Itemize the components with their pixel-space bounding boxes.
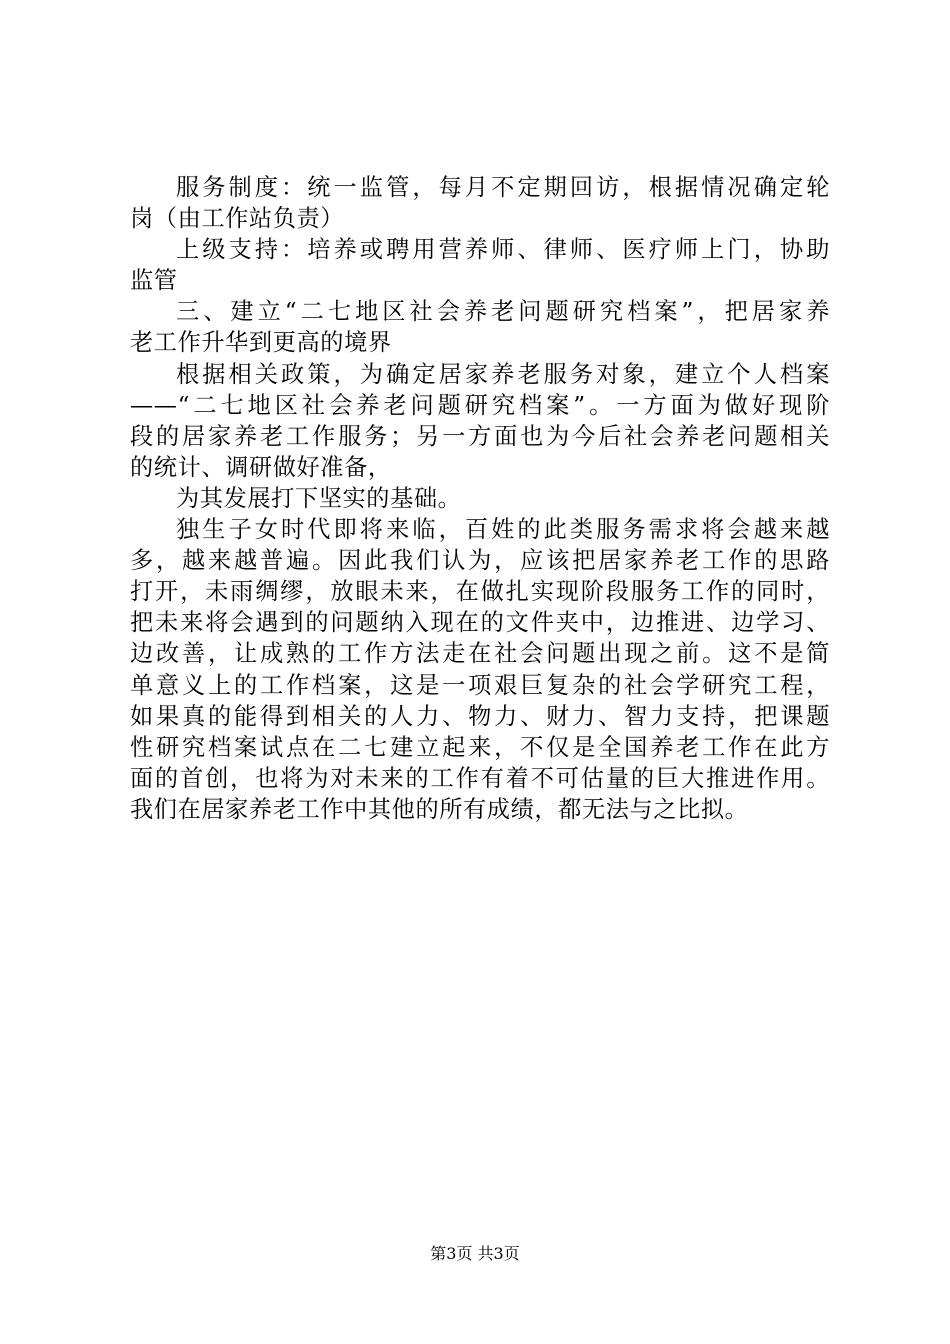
text-line: 根据相关政策，为确定居家养老服务对象，建立个人档案: [176, 360, 830, 388]
text-line: 打开，未雨绸缪，放眼未来，在做扎实现阶段服务工作的同时，: [130, 578, 830, 606]
text-line: ——“二七地区社会养老问题研究档案”。一方面为做好现阶: [130, 391, 830, 419]
text-line: 如果真的能得到相关的人力、物力、财力、智力支持，把课题: [130, 702, 830, 730]
text-line: 上级支持：培养或聘用营养师、律师、医疗师上门，协助: [176, 236, 830, 264]
text-line: 单意义上的工作档案，这是一项艰巨复杂的社会学研究工程，: [130, 671, 830, 699]
text-line: 多，越来越普遍。因此我们认为，应该把居家养老工作的思路: [130, 547, 830, 575]
text-line: 性研究档案试点在二七建立起来，不仅是全国养老工作在此方: [130, 733, 830, 761]
text-line: 监管: [130, 267, 178, 295]
text-line: 边改善，让成熟的工作方法走在社会问题出现之前。这不是简: [130, 640, 830, 668]
text-line: 为其发展打下坚实的基础。: [176, 484, 462, 512]
document-body: [130, 172, 830, 825]
text-line: 把未来将会遇到的问题纳入现在的文件夹中，边推进、边学习、: [130, 609, 830, 637]
page-footer: [0, 1244, 950, 1264]
text-line: 我们在居家养老工作中其他的所有成绩，都无法与之比拟。: [130, 795, 749, 823]
text-line: 老工作升华到更高的境界: [130, 329, 392, 357]
text-line: 服务制度：统一监管，每月不定期回访，根据情况确定轮: [176, 174, 830, 201]
text-line: 的统计、调研做好准备，: [130, 453, 392, 481]
page-number-label: 第3页 共3页: [430, 1244, 520, 1263]
text-line: 面的首创，也将为对未来的工作有着不可估量的巨大推进作用。: [130, 764, 830, 792]
text-line: 段的居家养老工作服务；另一方面也为今后社会养老问题相关: [130, 422, 830, 450]
text-line: 岗（由工作站负责）: [130, 205, 345, 233]
text-line: 独生子女时代即将来临，百姓的此类服务需求将会越来越: [176, 516, 830, 544]
text-line: 三、建立“二七地区社会养老问题研究档案”，把居家养: [176, 298, 830, 326]
